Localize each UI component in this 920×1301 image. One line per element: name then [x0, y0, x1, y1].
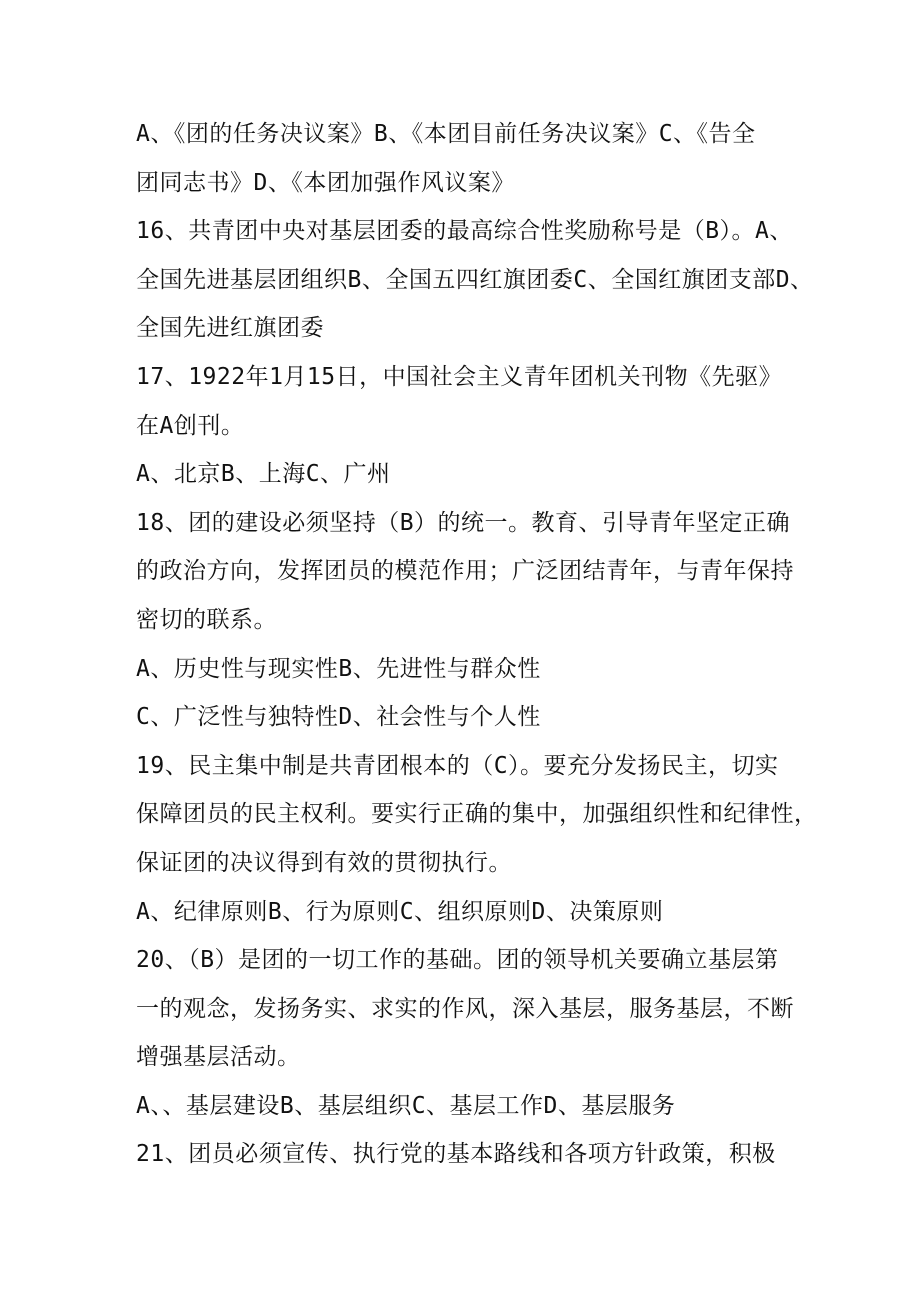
text-line: 在A创刊。 [136, 412, 245, 439]
question-16: 16、共青团中央对基层团委的最高综合性奖励称号是（B）。A、 [136, 218, 793, 245]
question-17: 17、1922年1月15日，中国社会主义青年团机关刊物《先驱》 [136, 363, 783, 390]
question-20: 20、（B）是团的一切工作的基础。团的领导机关要确立基层第 [136, 947, 779, 974]
text-line: 保证团的决议得到有效的贯彻执行。 [136, 849, 512, 876]
question-18: 18、团的建设必须坚持（B）的统一。教育、引导青年坚定正确 [136, 509, 791, 536]
answer-options: A、北京B、上海C、广州 [136, 461, 391, 488]
text-line: 全国先进红旗团委 [136, 315, 324, 342]
text-line: 一的观念，发扬务实、求实的作风，深入基层，服务基层，不断 [136, 995, 794, 1022]
answer-options: A、纪律原则B、行为原则C、组织原则D、决策原则 [136, 898, 664, 925]
text-line: 全国先进基层团组织B、全国五四红旗团委C、全国红旗团支部D、 [136, 266, 814, 293]
text-line: 密切的联系。 [136, 606, 277, 633]
question-21: 21、团员必须宣传、执行党的基本路线和各项方针政策，积极 [136, 1141, 776, 1168]
answer-options: A、、基层建设B、基层组织C、基层工作D、基层服务 [136, 1092, 676, 1119]
text-line: 团同志书》D、《本团加强作风议案》 [136, 169, 515, 196]
text-line: 保障团员的民主权利。要实行正确的集中，加强组织性和纪律性， [136, 801, 818, 828]
text-line: 的政治方向，发挥团员的模范作用；广泛团结青年，与青年保持 [136, 558, 794, 585]
text-line: 增强基层活动。 [136, 1044, 301, 1071]
answer-options: A、历史性与现实性B、先进性与群众性 [136, 655, 541, 682]
answer-options: C、广泛性与独特性D、社会性与个人性 [136, 704, 541, 731]
text-line: A、《团的任务决议案》B、《本团目前任务决议案》C、《告全 [136, 121, 756, 147]
question-text-block [136, 110, 818, 1179]
question-19: 19、民主集中制是共青团根本的（C）。要充分发扬民主，切实 [136, 752, 779, 779]
